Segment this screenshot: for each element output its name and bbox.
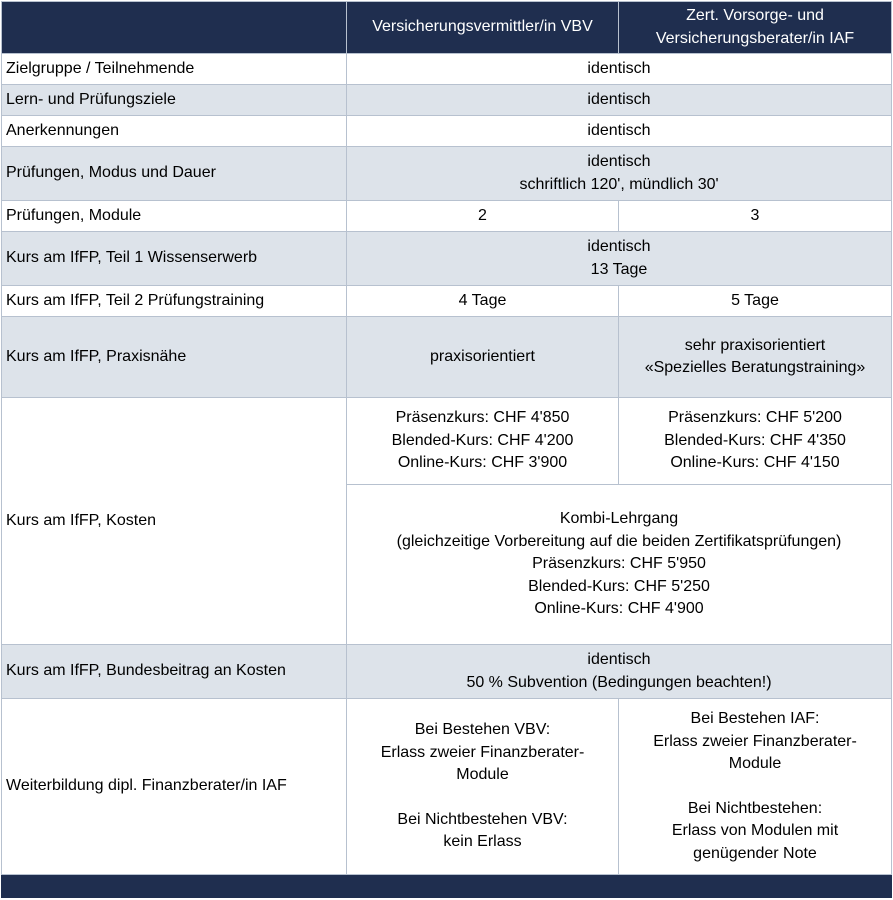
row-kosten	[2, 398, 892, 485]
row-value-iaf: 3	[619, 201, 892, 232]
value-line: identisch	[587, 651, 651, 668]
row-label: Weiterbildung dipl. Finanzberater/in IAF	[2, 699, 347, 875]
value-line: Bei Bestehen VBV:	[414, 721, 551, 739]
price-line: Online-Kurs: CHF 3'900	[397, 454, 568, 472]
row-label: Kurs am IfFP, Kosten	[2, 398, 347, 645]
kombi-line: Kombi-Lehrgang	[559, 510, 679, 528]
row-value-vbv: 4 Tage	[347, 286, 619, 317]
value-line: Module	[456, 766, 509, 784]
footer-bar	[2, 875, 892, 898]
header-row	[2, 2, 892, 54]
value-line: Erlass zweier Finanzberater-	[380, 743, 585, 761]
row-value-iaf	[619, 317, 892, 398]
value-line: kein Erlass	[443, 833, 522, 851]
row-teil2	[2, 286, 892, 317]
header-iaf	[619, 2, 892, 54]
kombi-line: Präsenzkurs: CHF 5'950	[532, 555, 706, 573]
value-line: sehr praxisorientiert	[684, 336, 826, 354]
price-line: Online-Kurs: CHF 4'150	[670, 454, 840, 472]
value-line: genügender Note	[693, 844, 817, 862]
value-line: identisch	[587, 153, 651, 170]
row-value-vbv	[347, 398, 619, 485]
value-line: Bei Nichtbestehen:	[687, 799, 823, 817]
row-label: Kurs am IfFP, Teil 1 Wissenserwerb	[2, 232, 347, 286]
row-value-vbv: praxisorientiert	[347, 317, 619, 398]
row-label: Kurs am IfFP, Praxisnähe	[2, 317, 347, 398]
price-line: Blended-Kurs: CHF 4'350	[664, 431, 846, 449]
row-value: identisch	[347, 54, 892, 85]
price-line: Präsenzkurs: CHF 5'200	[668, 409, 842, 427]
value-line: schriftlich 120', mündlich 30'	[519, 175, 719, 193]
header-vbv: Versicherungsvermittler/in VBV	[347, 2, 619, 54]
row-label: Zielgruppe / Teilnehmende	[2, 54, 347, 85]
value-line: 50 % Subvention (Bedingungen beachten!)	[466, 673, 772, 691]
row-modus	[2, 147, 892, 201]
row-value-iaf: 5 Tage	[619, 286, 892, 317]
row-teil1	[2, 232, 892, 286]
row-bund	[2, 645, 892, 699]
row-value-vbv: 2	[347, 201, 619, 232]
row-label: Prüfungen, Modus und Dauer	[2, 147, 347, 201]
row-label: Kurs am IfFP, Teil 2 Prüfungstraining	[2, 286, 347, 317]
row-value: identisch	[347, 116, 892, 147]
kombi-line: (gleichzeitige Vorbereitung auf die beiden Zertifikatsprüfungen)	[396, 532, 842, 550]
comparison-table	[1, 1, 892, 898]
kombi-line: Blended-Kurs: CHF 5'250	[528, 577, 710, 595]
header-iaf-line2: Versicherungsberater/in IAF	[655, 29, 855, 47]
price-line: Blended-Kurs: CHF 4'200	[391, 431, 574, 449]
row-value	[347, 232, 892, 286]
value-line: Erlass von Modulen mit	[671, 822, 839, 839]
header-iaf-line1: Zert. Vorsorge- und	[686, 7, 824, 24]
row-label: Prüfungen, Module	[2, 201, 347, 232]
row-weiterbildung	[2, 699, 892, 875]
value-line: Erlass zweier Finanzberater-	[653, 732, 857, 750]
row-label: Anerkennungen	[2, 116, 347, 147]
price-line: Präsenzkurs: CHF 4'850	[395, 409, 570, 427]
row-value	[347, 645, 892, 699]
value-line: identisch	[587, 238, 651, 255]
value-line: Module	[728, 755, 782, 772]
row-module	[2, 201, 892, 232]
spacer	[623, 776, 887, 798]
footer-cell	[2, 875, 892, 898]
row-value: identisch	[347, 85, 892, 116]
row-value-iaf	[619, 398, 892, 485]
value-line: Bei Bestehen IAF:	[690, 710, 820, 727]
row-value-kombi	[347, 485, 892, 645]
row-lernziele	[2, 85, 892, 116]
row-label: Kurs am IfFP, Bundesbeitrag an Kosten	[2, 645, 347, 699]
header-empty-cell	[2, 2, 347, 54]
row-value-vbv	[347, 699, 619, 875]
row-zielgruppe	[2, 54, 892, 85]
row-anerkennungen	[2, 116, 892, 147]
row-praxis	[2, 317, 892, 398]
value-line: «Spezielles Beratungstraining»	[644, 359, 866, 376]
kombi-line: Online-Kurs: CHF 4'900	[534, 600, 704, 618]
row-value	[347, 147, 892, 201]
row-value-iaf	[619, 699, 892, 875]
value-line: 13 Tage	[590, 260, 648, 278]
value-line: Bei Nichtbestehen VBV:	[397, 810, 568, 828]
spacer	[351, 787, 614, 809]
row-label: Lern- und Prüfungsziele	[2, 85, 347, 116]
